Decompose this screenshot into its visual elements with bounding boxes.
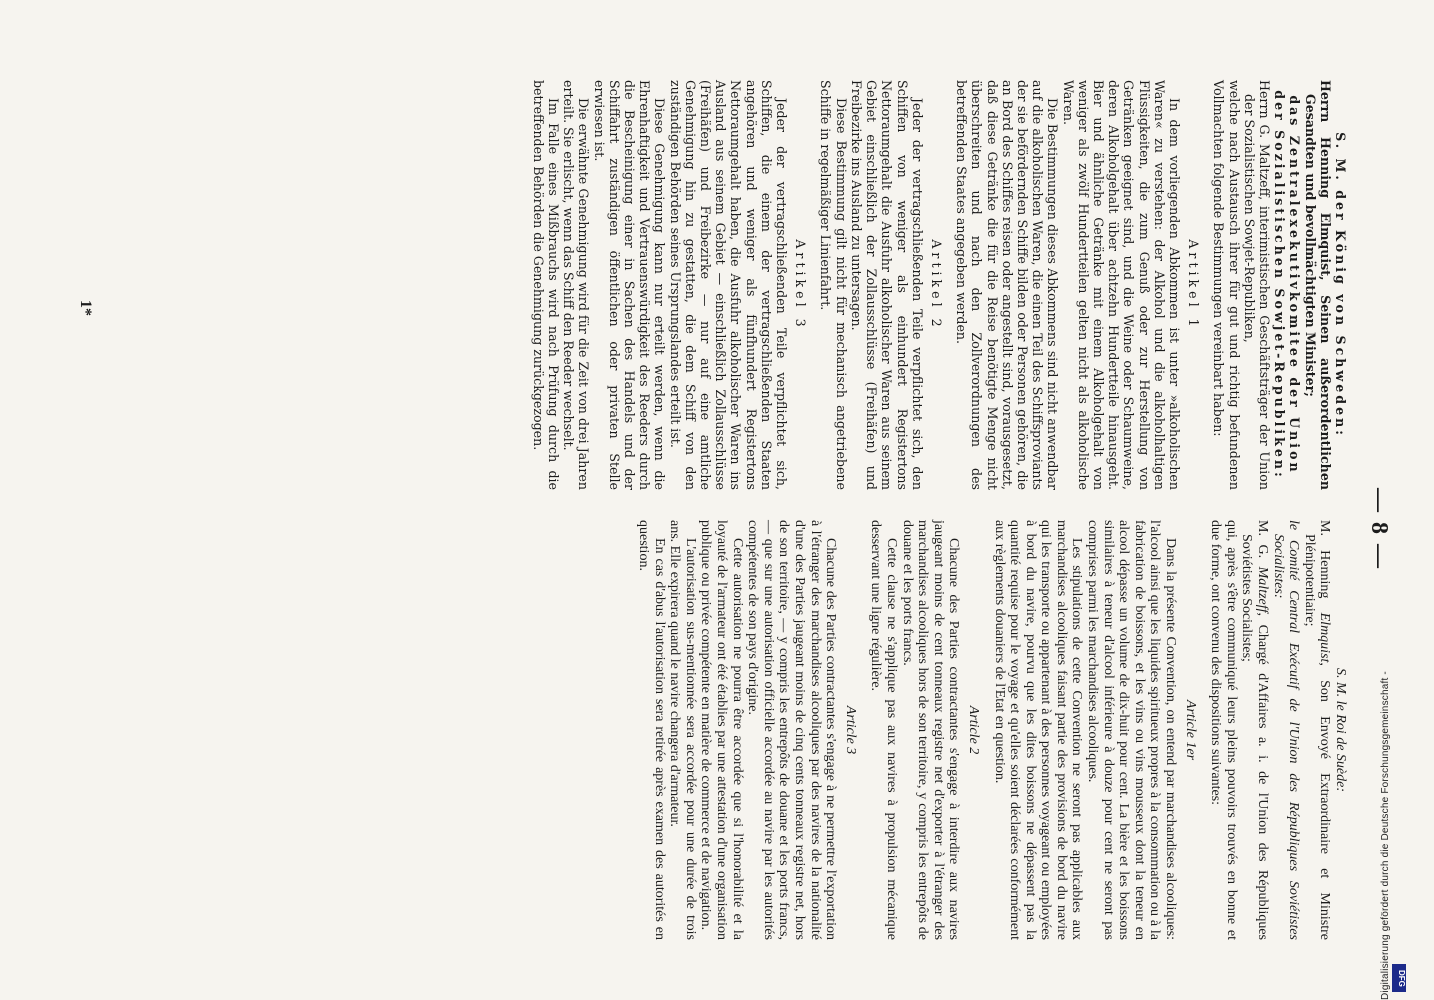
french-article-3-paragraph: L'autorisation sus-mentionnée sera accordée pour une durée de trois ans. Elle expirera quand le navire changera d'armateur. [667, 520, 698, 940]
french-article-3-paragraph: Chacune des Parties contractantes s'engage à ne permettre l'exportation à l'étranger des marchandises alcooliques par des navires de la nationalité d'une des Parties jaugeant moins de cinq cents tonneaux registre net, hors de son territoire, — y compris les entrepôts de douane et les ports francs, — que sur une autorisation officielle accordée au navire par les autorités compétentes de son pays d'origine. [745, 520, 839, 940]
french-plenipotentiary-ussr [1239, 520, 1270, 940]
french-article-2-title: Article 2 [965, 705, 981, 755]
french-article-2-paragraph: Cette clause ne s'applique pas aux navires à propulsion mécanique desservant une ligne régulière. [868, 520, 899, 940]
page-number: — 8 — [1366, 488, 1392, 570]
digitization-note [1380, 8, 1400, 1000]
german-article-2-paragraph: Diese Bestimmung gilt nicht für mechanisch angetriebene Schiffe in regelmäßiger Linienfahrt. [818, 80, 849, 490]
french-article-3-paragraph: En cas d'abus l'autorisation sera retirée après examen des autorités en question. [636, 520, 667, 940]
german-article-1-title: Artikel 1 [1186, 239, 1202, 331]
german-article-3-paragraph: Diese Genehmigung kann nur erteilt werden, wenn die Ehrenhaftigkeit und Vertrauenswürdigkeit des Reeders durch die Bescheinigung einer in Sachen des Handels und der Schiffahrt zuständigen öffentlichen oder privaten Stelle erwiesen ist. [591, 80, 668, 490]
german-article-3-title: Artikel 3 [793, 239, 809, 331]
german-article-1-paragraph: In dem vorliegenden Abkommen ist unter »alkoholischen Waren« zu verstehen: der Alkohol und die alkoholhaltigen Flüssigkeiten, die zum Genuß oder zur Herstellung von Getränken geeignet sind, und die Weine oder Schaumweine, deren Alkoholgehalt über achtzehn Hundertteile hinausgeht. Bier und ähnliche Getränke mit einem Alkoholgehalt von weniger als zwölf Hundertteilen gelten nicht als alkoholische Waren. [1060, 80, 1182, 490]
french-intro: qui, après s'être communiqué leurs pleins pouvoirs trouvés en bonne et due forme, ont convenu des dispositions suivantes: [1208, 520, 1239, 940]
text-part: , Son Envoyé Extraordinaire et Ministre Plénipotentiaire; [1301, 534, 1333, 940]
french-plenipotentiary-sweden [1301, 520, 1332, 940]
german-article-2-title: Artikel 2 [928, 239, 944, 331]
german-article-1-paragraph: Die Bestimmungen dieses Abkommens sind nicht anwendbar auf die alkoholischen Waren, die einen Teil des Schiffsproviants der sie befördernden Schiffe bilden oder Personen gehören, die an Bord des Schiffes reisen oder angestellt sind, vorausgesetzt, daß diese Getränke die für die Reise benötigte Menge nicht überschreiten und nach den Zollverordnungen des betreffenden Staates angegeben werden. [954, 80, 1061, 490]
french-article-1-paragraph: Les stipulations de cette Convention ne seront pas applicables aux marchandises alcooliques faisant partie des provisions de bord du navire qui les transporte ou appartenant à des personnes voyageant ou employées à bord du navire, pourvu que les dites boissons ne dépassent pas la quantité requise pour le voyage et qu'elles soient déclarées conformément aux règlements douaniers de l'Etat en question. [991, 520, 1085, 940]
german-plenipotentiary-sweden: Herrn Henning Elmquist, Seinen außerordentlichen Gesandten und bevollmächtigten Minister; [1302, 80, 1333, 490]
french-article-3-paragraph: Cette autorisation ne pourra être accordée que si l'honorabilité et la loyauté de l'armateur ont été établies par une attestation d'une organisation publique ou privée compétente en matière de commerce et de navigation. [698, 520, 745, 940]
german-article-3-paragraph: Im Falle eines Mißbrauchs wird nach Prüfung durch die betreffenden Behörden die Genehmigung zurückgezogen. [530, 80, 562, 490]
text-part: , Chargé d'Affaires a. i. de l'Union des Républiques Soviétistes Socialistes; [1239, 534, 1271, 940]
german-plenipotentiary-ussr: Herrn G. Maltzeff, interimistischen Geschäftsträger der Union der Sozialistischen Sowjet-Republiken, [1241, 80, 1272, 490]
french-article-1-paragraph: Dans la présente Convention, on entend par marchandises alcooliques: l'alcool ainsi que les liquides spiritueux propres à la consommation ou à la fabrication de boissons, et les vins ou vins mousseux dont la teneur en alcool dépasse un volume de dix-huit pour cent. La bière et les boissons similaires à teneur d'alcool inférieure à douze pour cent ne seront pas comprises parmi les marchandises alcooliques. [1085, 520, 1179, 940]
french-article-1-title: Article 1er [1182, 699, 1198, 761]
german-article-3-paragraph: Jeder der vertragschließenden Teile verpflichtet sich, Schiffen, die einem der vertragschließenden Staaten angehören und weniger als fünfhundert Registertons Nettoraumgehalt haben, die Ausfuhr alkoholischer Waren ins Ausland aus seinem Gebiet — einschließlich Zollausschlüsse (Freihäfen) und Freibezirke — nur auf eine amtliche Genehmigung hin zu gestatten, die dem Schiff von den zuständigen Behörden seines Ursprungslandes erteilt ist. [667, 80, 790, 490]
text-part: M. G. [1255, 520, 1271, 567]
dfg-logo: DFG [1392, 964, 1406, 992]
text-part: M. Henning [1317, 520, 1333, 613]
plenipotentiary-name: Elmquist [1317, 612, 1333, 663]
plenipotentiary-name: Maltzeff [1255, 566, 1271, 613]
signature-mark: 1* [77, 300, 94, 316]
german-column [531, 80, 1348, 490]
german-intro: welche nach Austausch ihrer für gut und richtig befundenen Vollmachten folgende Bestimmungen vereinbart haben: [1211, 80, 1242, 490]
german-party-ussr: das Zentralexekutivkomitee der Union der Sozialistischen Sowjet-Republiken: [1272, 90, 1303, 480]
french-article-3-title: Article 3 [842, 705, 858, 755]
french-party-ussr: le Comité Central Exécutif de l'Union des Républiques Soviétistes Socialistes: [1270, 520, 1302, 940]
digitization-text: Digitalisierung gefördert durch die Deutsche Forschungsgemeinschaft - [1380, 671, 1391, 1000]
german-article-3-paragraph: Die erwähnte Genehmigung wird für die Zeit von drei Jahren erteilt. Sie erlischt, wenn das Schiff den Reeder wechselt. [561, 80, 592, 490]
german-article-2-paragraph: Jeder der vertragschließenden Teile verpflichtet sich, den Schiffen von weniger als einhundert Registertons Nettoraumgehalt die Ausfuhr alkoholischer Waren aus seinem Gebiet einschließlich der Zollausschlüsse (Freihäfen) und Freibezirke ins Ausland zu untersagen. [848, 80, 925, 490]
french-column [635, 520, 1348, 940]
french-article-2-paragraph: Chacune des Parties contractantes s'engage à interdire aux navires jaugeant moins de cent tonneaux registre net d'exporter à l'étranger des marchandises alcooliques hors de son territoire, y compris les entrepôts de douane et les ports francs. [899, 520, 962, 940]
french-party-sweden: S. M. le Roi de Suède: [1333, 667, 1348, 792]
german-party-sweden: S. M. der König von Schweden: [1333, 132, 1348, 438]
